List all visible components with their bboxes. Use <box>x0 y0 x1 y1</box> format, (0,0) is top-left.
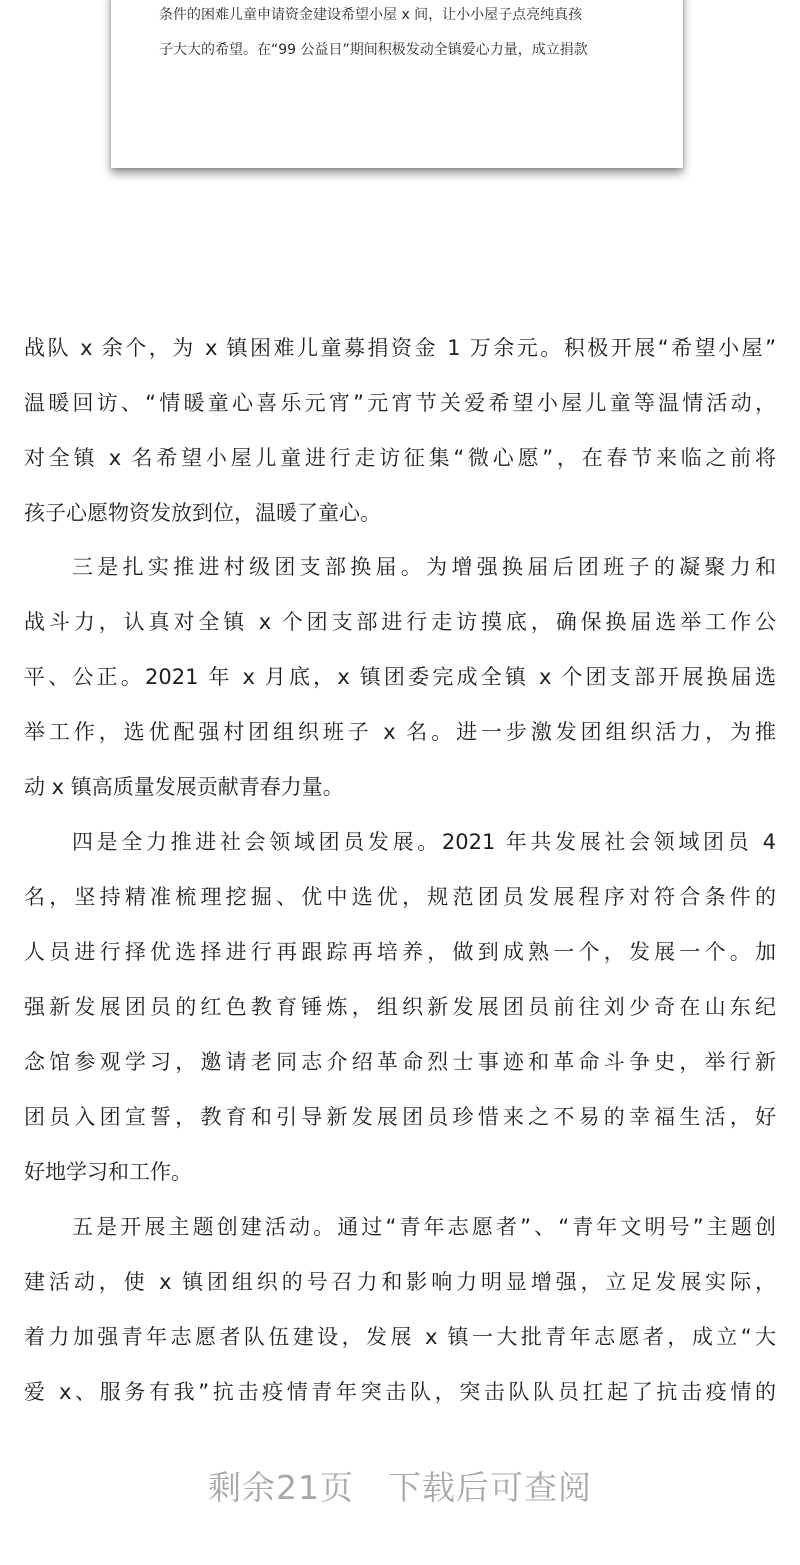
remaining-pages-label: 剩余21页 <box>208 1468 354 1507</box>
paragraph-1-line-4: 孩子心愿物资发放到位，温暖了童心。 <box>24 501 381 525</box>
paragraph-3-line-6: 团员入团宣誓，教育和引导新发展团员珍惜来之不易的幸福生活，好 <box>24 1105 776 1129</box>
paragraph-4-line-3: 着力加强青年志愿者队伍建设，发展 x 镇一大批青年志愿者，成立“大 <box>24 1325 776 1349</box>
download-to-read-label: 下载后可查阅 <box>388 1468 592 1507</box>
paragraph-3-line-1: 四是全力推进社会领域团员发展。2021 年共发展社会领域团员 4 <box>72 830 776 854</box>
paragraph-3-line-4: 强新发展团员的红色教育锤炼，组织新发展团员前往刘少奇在山东纪 <box>24 995 776 1019</box>
card-text-line-1: 条件的困难儿童申请资金建设希望小屋 x 间，让小小屋子点亮纯真孩 <box>159 7 583 23</box>
paragraph-4-line-2: 建活动，使 x 镇团组织的号召力和影响力明显增强，立足发展实际， <box>24 1270 776 1294</box>
paragraph-1-line-3: 对全镇 x 名希望小屋儿童进行走访征集“微心愿”，在春节来临之前将 <box>24 446 776 470</box>
paragraph-1-line-1: 战队 x 余个，为 x 镇困难儿童募捐资金 1 万余元。积极开展“希望小屋” <box>24 336 776 360</box>
paragraph-2-line-1: 三是扎实推进村级团支部换届。为增强换届后团班子的凝聚力和 <box>72 555 776 579</box>
paragraph-3-line-2: 名，坚持精准梳理挖掘、优中选优，规范团员发展程序对符合条件的 <box>24 885 776 909</box>
paragraph-1-line-2: 温暖回访、“情暖童心喜乐元宵”元宵节关爱希望小屋儿童等温情活动， <box>24 391 776 415</box>
paragraph-3-line-3: 人员进行择优选择进行再跟踪再培养，做到成熟一个，发展一个。加 <box>24 940 776 964</box>
paragraph-2-line-4: 举工作，选优配强村团组织班子 x 名。进一步激发团组织活力，为推 <box>24 720 776 744</box>
paragraph-2-line-5: 动 x 镇高质量发展贡献青春力量。 <box>24 775 344 799</box>
card-text-line-2: 子大大的希望。在“99 公益日”期间积极发动全镇爱心力量，成立捐款 <box>159 42 588 58</box>
paragraph-3-line-7: 好地学习和工作。 <box>24 1160 192 1184</box>
read-more-prompt[interactable] <box>0 1466 800 1510</box>
previous-page-card <box>111 0 683 168</box>
paragraph-4-line-4: 爱 x、服务有我”抗击疫情青年突击队，突击队队员扛起了抗击疫情的 <box>24 1380 776 1404</box>
paragraph-3-line-5: 念馆参观学习，邀请老同志介绍革命烈士事迹和革命斗争史，举行新 <box>24 1050 776 1074</box>
paragraph-2-line-3: 平、公正。2021 年 x 月底，x 镇团委完成全镇 x 个团支部开展换届选 <box>24 665 776 689</box>
paragraph-4-line-1: 五是开展主题创建活动。通过“青年志愿者”、“青年文明号”主题创 <box>72 1215 776 1239</box>
paragraph-2-line-2: 战斗力，认真对全镇 x 个团支部进行走访摸底，确保换届选举工作公 <box>24 610 776 634</box>
